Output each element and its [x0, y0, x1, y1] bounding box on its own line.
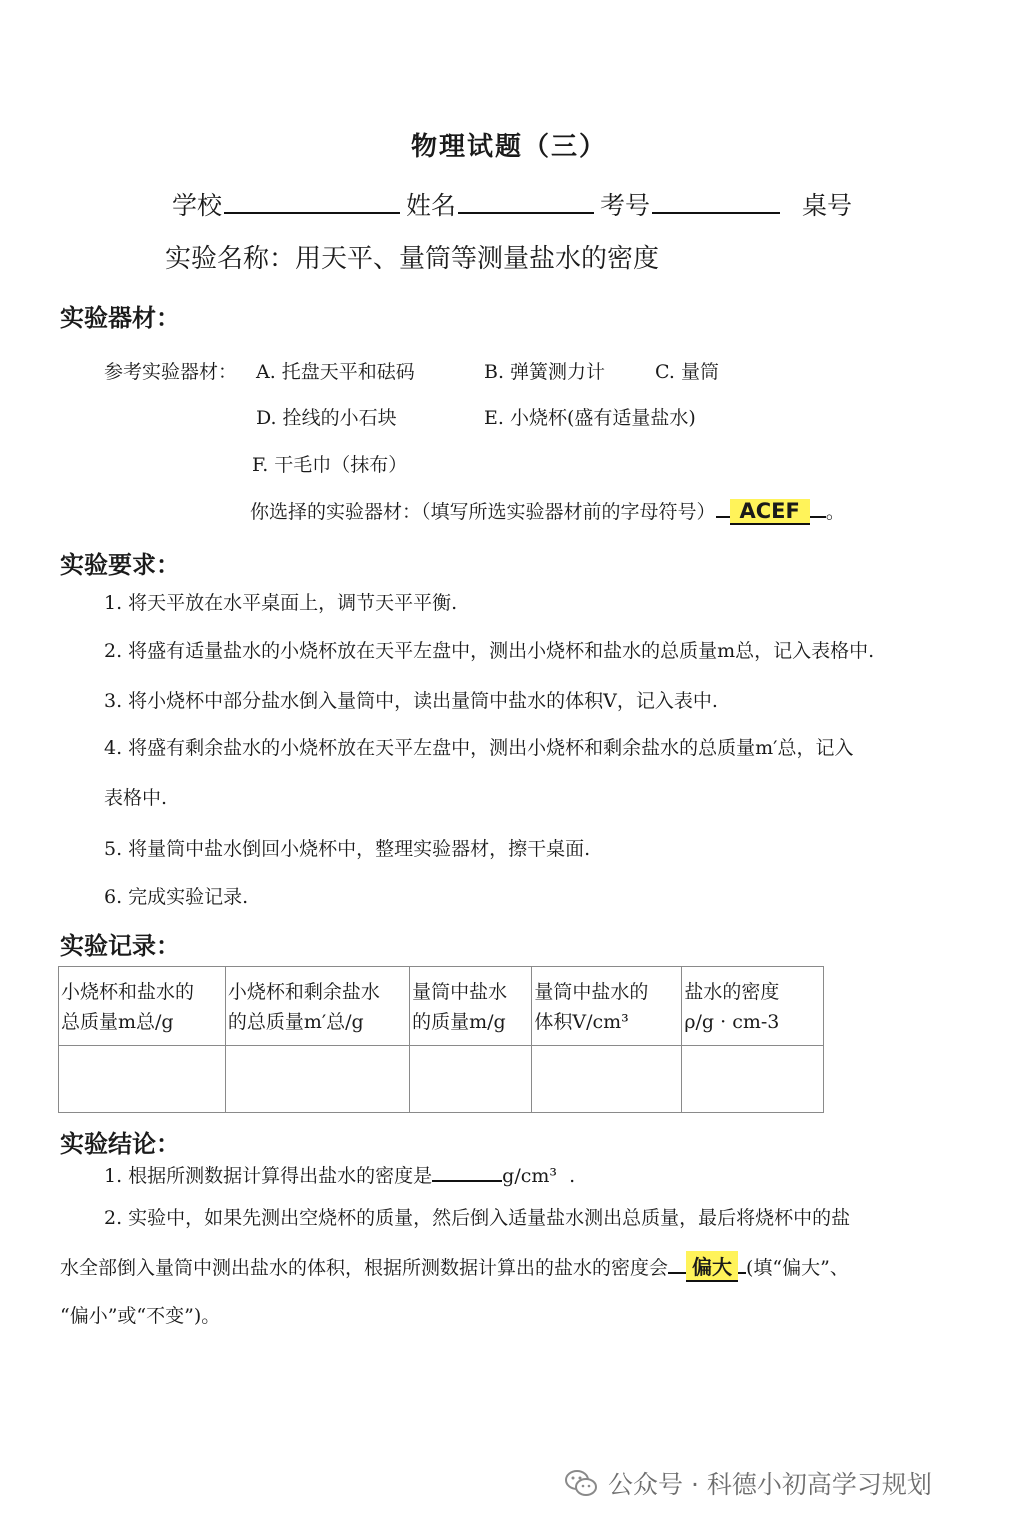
school-blank[interactable]	[224, 186, 400, 214]
table-cell-input[interactable]	[225, 1046, 409, 1113]
wechat-icon	[564, 1468, 598, 1498]
watermark-text: 公众号 · 科德小初高学习规划	[608, 1470, 932, 1499]
exam-no-label: 考号	[600, 191, 651, 220]
table-header-cell: 小烧杯和剩余盐水 的总质量m′总/g	[225, 967, 409, 1046]
equipment-ref-label: 参考实验器材：	[104, 361, 238, 383]
watermark	[564, 1465, 932, 1501]
page-title: 物理试题（三）	[410, 132, 607, 162]
conclusion-item-2-line3: “偏小”或“不变”)。	[60, 1305, 221, 1327]
desk-no-label: 桌号	[802, 191, 853, 220]
table-header-row	[59, 967, 824, 1046]
density-blank[interactable]	[432, 1160, 502, 1182]
equipment-item-e: E. 小烧杯(盛有适量盐水)	[484, 407, 696, 429]
equipment-item-c: C. 量筒	[655, 361, 719, 383]
requirements-heading: 实验要求：	[60, 551, 180, 579]
table-header-cell: 小烧杯和盐水的 总质量m总/g	[59, 967, 226, 1046]
conclusion-item-1: 1. 根据所测数据计算得出盐水的密度是 g/cm³ .	[104, 1160, 575, 1188]
conclusion-heading: 实验结论：	[60, 1130, 180, 1158]
equipment-heading: 实验器材：	[60, 304, 180, 332]
exam-no-blank[interactable]	[652, 186, 780, 214]
table-cell-input[interactable]	[532, 1046, 682, 1113]
table-cell-input[interactable]	[59, 1046, 226, 1113]
experiment-name: 实验名称：用天平、量筒等测量盐水的密度	[165, 244, 660, 274]
student-info-row	[172, 186, 852, 222]
requirement-step: 3. 将小烧杯中部分盐水倒入量筒中，读出量筒中盐水的体积V，记入表中.	[104, 690, 718, 712]
requirement-step: 表格中.	[104, 787, 168, 809]
table-header-cell: 盐水的密度 ρ/g · cm-3	[682, 967, 824, 1046]
name-blank[interactable]	[458, 186, 594, 214]
school-label: 学校	[172, 191, 223, 220]
record-table	[58, 966, 824, 1113]
table-cell-input[interactable]	[682, 1046, 824, 1113]
equipment-item-a: A. 托盘天平和砝码	[256, 361, 415, 383]
requirement-step: 5. 将量筒中盐水倒回小烧杯中，整理实验器材，擦干桌面.	[104, 838, 591, 860]
table-row	[59, 1046, 824, 1113]
conclusion-item-2-line2: 水全部倒入量筒中测出盐水的体积，根据所测数据计算出的盐水的密度会 偏大 (填“偏大”、	[60, 1251, 849, 1282]
equipment-choice-answer[interactable]: ACEF	[730, 499, 810, 525]
record-heading: 实验记录：	[60, 932, 180, 960]
equipment-item-d: D. 拴线的小石块	[256, 407, 397, 429]
equipment-item-f: F. 干毛巾（抹布）	[252, 454, 408, 476]
density-effect-answer[interactable]: 偏大	[686, 1251, 738, 1282]
requirement-step: 4. 将盛有剩余盐水的小烧杯放在天平左盘中，测出小烧杯和剩余盐水的总质量m′总，记入	[104, 737, 854, 759]
table-cell-input[interactable]	[410, 1046, 532, 1113]
table-header-cell: 量筒中盐水的 体积V/cm³	[532, 967, 682, 1046]
requirement-step: 6. 完成实验记录.	[104, 886, 249, 908]
name-label: 姓名	[406, 191, 457, 220]
equipment-item-b: B. 弹簧测力计	[484, 361, 606, 383]
equipment-choice-suffix: 。	[825, 501, 845, 523]
requirement-step: 1. 将天平放在水平桌面上，调节天平平衡.	[104, 592, 458, 614]
equipment-choice-prompt: 你选择的实验器材：（填写所选实验器材前的字母符号）	[250, 501, 716, 523]
requirement-step: 2. 将盛有适量盐水的小烧杯放在天平左盘中，测出小烧杯和盐水的总质量m总，记入表格中.	[104, 640, 875, 662]
conclusion-item-2-line1: 2. 实验中，如果先测出空烧杯的质量，然后倒入适量盐水测出总质量，最后将烧杯中的盐	[104, 1207, 851, 1229]
table-header-cell: 量筒中盐水 的质量m/g	[410, 967, 532, 1046]
equipment-choice	[250, 497, 845, 525]
